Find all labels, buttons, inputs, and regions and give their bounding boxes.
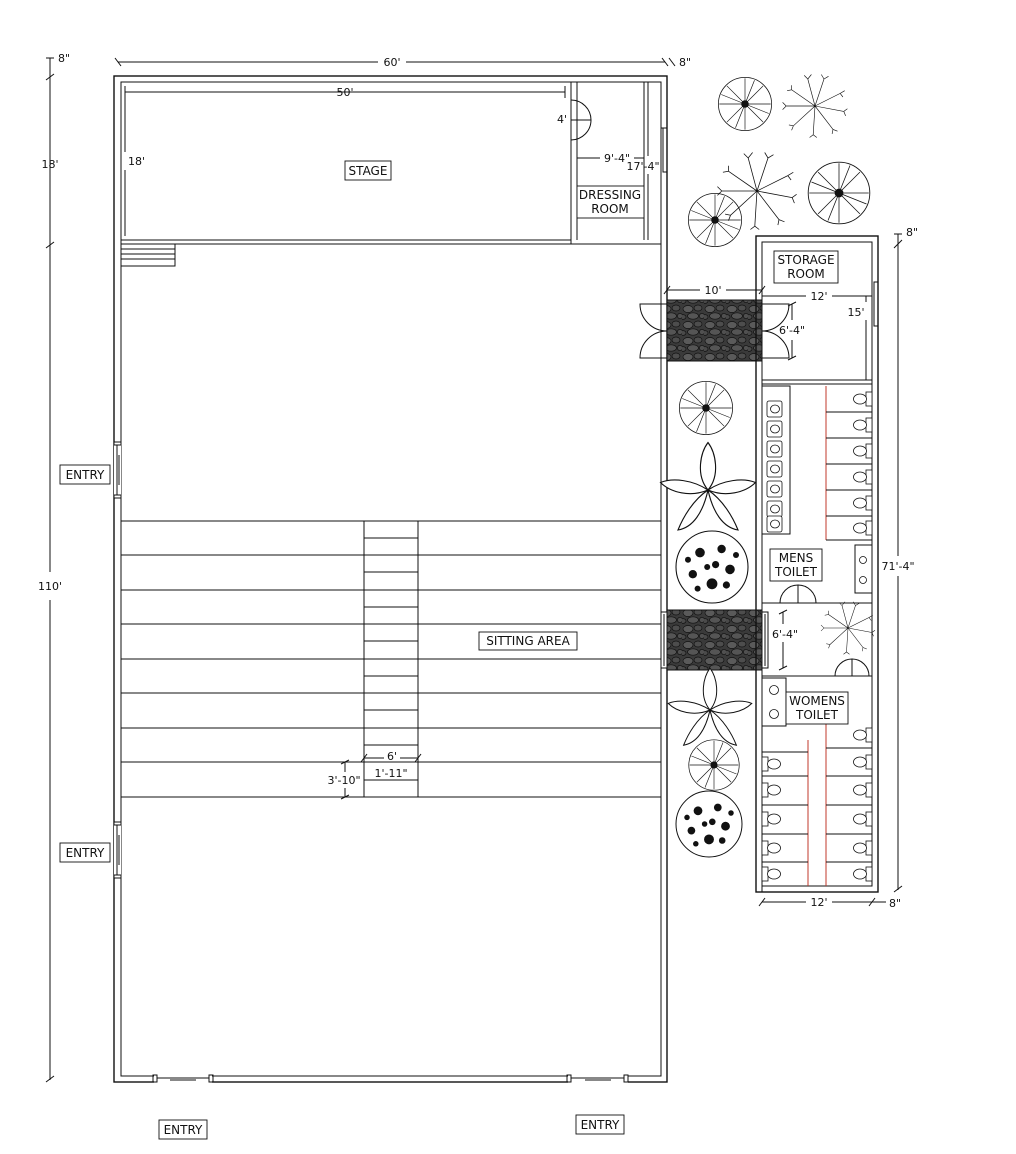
storage-room-label-2: ROOM: [787, 267, 825, 281]
urinal-icon: [767, 481, 782, 497]
stone-paving-lower: [667, 610, 762, 670]
storage-room-label: STORAGE: [777, 253, 835, 267]
toilet-icon: [854, 783, 873, 797]
toilet-icon: [854, 392, 873, 406]
toilet-icon: [854, 841, 873, 855]
bottom-entry-left[interactable]: [153, 1074, 213, 1084]
dim-stage-height: 18': [128, 155, 146, 168]
urinal-icon: [767, 441, 782, 457]
toilet-icon: [762, 757, 781, 771]
dressing-room-label-2: ROOM: [591, 202, 629, 216]
tree-icon: [668, 668, 752, 745]
main-hall-inner-wall: [121, 82, 661, 1076]
bottom-entry-right[interactable]: [567, 1074, 628, 1084]
toilet-icon: [854, 418, 873, 432]
womens-toilet-label-2: TOILET: [796, 708, 838, 722]
dim-row-gap: 3'-10": [327, 774, 361, 787]
dim-corridor-opening-lower: 6'-4": [771, 628, 799, 641]
toilet-icon: [762, 867, 781, 881]
urinal-icon: [767, 501, 782, 517]
dim-annex-height: 71'-4": [881, 560, 915, 573]
urinal-icon: [767, 461, 782, 477]
tree-icon: [808, 162, 870, 224]
mens-toilet: [762, 386, 872, 603]
tree-icon: [688, 193, 741, 246]
dim-annex-bottom-wall: 8": [889, 897, 902, 910]
toilet-icon: [854, 496, 873, 510]
entry-label-left-upper: ENTRY: [65, 468, 105, 482]
womens-toilet-label: WOMENS: [789, 694, 845, 708]
stage-steps: [121, 244, 175, 266]
urinal-icon: [767, 516, 782, 532]
toilet-icon: [854, 521, 873, 535]
toilet-lobby: [762, 659, 872, 676]
entry-label-left-lower: ENTRY: [65, 846, 105, 860]
toilet-icon: [854, 867, 873, 881]
tree-icon: [679, 381, 732, 434]
tree-icon: [689, 740, 739, 790]
womens-toilet: [762, 678, 872, 886]
dim-top-width: 60': [383, 56, 401, 69]
urinal-icon: [767, 401, 782, 417]
entry-label-bottom-right: ENTRY: [580, 1118, 620, 1132]
tree-icon: [676, 531, 748, 603]
tree-icon: [717, 153, 796, 230]
mens-toilet-label: MENS: [778, 551, 814, 565]
dim-annex-bottom-width: 12': [810, 896, 828, 909]
left-entry-lower[interactable]: [114, 822, 121, 878]
dim-door-4: 4': [556, 113, 568, 126]
toilet-icon: [854, 812, 873, 826]
stage: [121, 82, 661, 266]
tree-icon: [821, 602, 875, 655]
stage-label: STAGE: [348, 164, 388, 178]
toilet-icon: [762, 841, 781, 855]
dim-storage-width: 12': [810, 290, 828, 303]
dim-corridor-width: 10': [704, 284, 722, 297]
stone-paving-upper: [667, 300, 762, 361]
toilet-icon: [854, 444, 873, 458]
main-hall-outer-wall: [114, 76, 667, 1082]
tree-icon: [718, 77, 771, 130]
toilet-icon: [762, 812, 781, 826]
dim-step-height: 1'-11": [374, 767, 408, 780]
toilet-icon: [854, 470, 873, 484]
dim-stage-height-outer: 18': [41, 158, 59, 171]
tree-icon: [676, 791, 742, 857]
dim-stage-width: 50': [336, 86, 354, 99]
sitting-area-label: SITTING AREA: [486, 634, 570, 648]
dim-annex-wall-top: 8": [906, 226, 919, 239]
dim-storage-height: 15': [847, 306, 865, 319]
dim-aisle-width: 6': [386, 750, 398, 763]
dressing-room-label: DRESSING: [578, 188, 642, 202]
tree-icon: [661, 443, 756, 531]
urinal-icon: [767, 421, 782, 437]
toilet-icon: [854, 728, 873, 742]
entry-label-bottom-left: ENTRY: [163, 1123, 203, 1137]
dim-top-wall: 8": [58, 52, 71, 65]
toilet-icon: [854, 755, 873, 769]
left-entry-upper[interactable]: [114, 442, 121, 498]
tree-icon: [783, 75, 848, 138]
toilet-icon: [762, 783, 781, 797]
corridor-door-west[interactable]: [640, 304, 667, 358]
dim-left-height: 110': [37, 580, 63, 593]
dim-top-right-wall: 8": [679, 56, 692, 69]
dim-dressing-width: 9'-4": [603, 152, 631, 165]
dim-dressing-height: 17'-4": [626, 160, 660, 173]
mens-toilet-label-2: TOILET: [775, 565, 817, 579]
dim-corridor-opening-upper: 6'-4": [778, 324, 806, 337]
wash-basin-icon: [855, 545, 872, 593]
